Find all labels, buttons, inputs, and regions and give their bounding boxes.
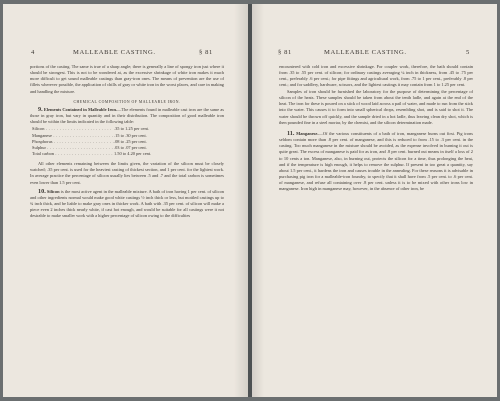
composition-table (32, 126, 224, 157)
table-element: Total carbon . . . (32, 151, 114, 157)
section-11-paragraph (279, 131, 473, 193)
table-element: Phosphorus . . . (32, 139, 114, 145)
section-9-number: 9. (38, 105, 43, 113)
section-9-heading: Elements Contained in Malleable Iron. (43, 106, 118, 112)
left-folio: 4 (31, 49, 35, 56)
left-section-ref: § 81 (199, 49, 213, 56)
right-paragraph-2: Samples of iron should be furnished the laboratory for the purpose of determining the percentage of silicon of the heats. These samples should be taken from about the tenth ladle, and again at the end of the heat. The iron for these is poured on a stick of wood laid across a pail of water, and made to run from the stick into the water. This causes it to form into small spherical drops, resembling shot, and is said to shot it. The water should be thrown off quickly, and the sample dried in a hot ladle, thus leaving clean dry shot, which is then pounded fine in a steel mortar, by the chemist, and the silicon determination made. (279, 89, 473, 125)
right-folio: 5 (466, 49, 470, 56)
table-range: 1.50 to 4.20 per cent. (114, 150, 152, 156)
section-10-number: 10. (38, 187, 46, 195)
left-paragraph-1: portions of the casting. The same is true of a sharp angle; there is generally a line of spongy iron just where it should be strongest. This is not to be wondered at, as the excessive shrinkage of white iron makes it much more difficult to get sound malleable castings than gray-iron ones. The means of prevention are the use of fillets wherever possible, the application of chills of gray or white iron in the worst places, and care in making and handling the mixture. (30, 64, 224, 94)
right-page (252, 4, 497, 397)
section-11-heading: Manganese. (296, 130, 319, 136)
section-9-text: —The elements found in malleable cast iron are the same as those in gray iron, but vary in quantity and in their distribution. The composition of good malleable iron should be within the limits indicated in the following table: (30, 106, 224, 125)
section-11-text: —Of the various constituents of a bath of iron, manganese burns out first. Pig irons seldom contain more than .8 per cent. of manganese, and this is reduced to from .15 to .3 per cent. in the casting. Too much manganese in the mixture should be avoided, as the expense involved in burning it out is quite great. The excess of manganese is paid for as iron, and .8 per cent. burned out means in itself a loss of 2 to 10 cents a ton. Manganese, also, in burning out, protects the silicon for a time, thus prolonging the heat, and if the temperature is high enough, it helps to remove the sulphur. If present in too great a quantity, say about 1.5 per cent., it hardens the iron and causes trouble in the annealing. For these reasons it is advisable in purchasing pig iron for a malleable-iron foundry, to specify that it shall have from .5 per cent. to .6 per cent. of manganese, and refuse all containing over .8 per cent. unless it is to be mixed with other irons low in manganese. Iron high in manganese may, however, in the absence of other iron, be (279, 130, 473, 192)
table-range: .15 to .30 per cent. (114, 132, 147, 138)
table-element: Manganese . . . (32, 133, 114, 139)
section-10-text: is the most active agent in the malleable mixture. A bath of iron having 1 per cent. of silicon and other ingredients normal would make good white castings ½ inch thick or less, but mottled castings up to ¾ inch thick, and be liable to make gray ones in thicker work. A bath with .35 per cent. of silicon will make a piece even 2 inches thick nearly white, if cast hot enough, and would be suitable for all castings were it not desirable to make smaller work with a higher percentage of silicon owing to the difficulties (30, 188, 224, 219)
section-11-number: 11. (287, 129, 295, 137)
right-body (279, 64, 473, 193)
right-paragraph-1: encountered with cold iron and excessive shrinkage. For coupler work, therefore, the bath should contain from .35 to .55 per cent. of silicon; for ordinary castings averaging ¼ inch in thickness, from .45 to .75 per cent., preferably .6 per cent.; for pipe fittings and agricultural work, from .75 to 1 per cent., preferably .8 per cent.; and for saddlery, hardware, scissors, and the lightest castings it may contain from 1 to 1.25 per cent. (279, 64, 473, 88)
table-element: Sulphur . . . (32, 145, 114, 151)
section-10-heading: Silicon (46, 188, 60, 194)
right-running-head: MALLEABLE CASTING. (324, 49, 407, 56)
left-paragraph-2: All other elements remaining between the limits given, the variation of the silicon must be closely watched; .35 per cent. is used for the heaviest casting of thickest section, and 1 per cent. for the lightest work. In average practice the percentage of silicon usually lies between .5 and .7 and the total carbon is sometimes even lower than 1.5 per cent. (30, 161, 224, 185)
right-section-ref: § 81 (278, 49, 292, 56)
left-body (30, 64, 224, 220)
right-running-header (252, 49, 497, 59)
left-page (3, 4, 248, 397)
table-range: .08 to .25 per cent. (114, 138, 147, 144)
left-running-header (3, 49, 248, 59)
section-10-paragraph (30, 189, 224, 220)
section-title: CHEMICAL COMPOSITION OF MALLEABLE IRON. (73, 99, 181, 104)
table-element: Silicon . . . (32, 126, 114, 132)
table-row (32, 151, 224, 157)
section-9-paragraph (30, 107, 224, 125)
table-range: .35 to 1.25 per cent. (114, 126, 149, 132)
left-running-head: MALLEABLE CASTING. (73, 49, 156, 56)
table-range: .03 to .07 per cent. (114, 144, 147, 150)
